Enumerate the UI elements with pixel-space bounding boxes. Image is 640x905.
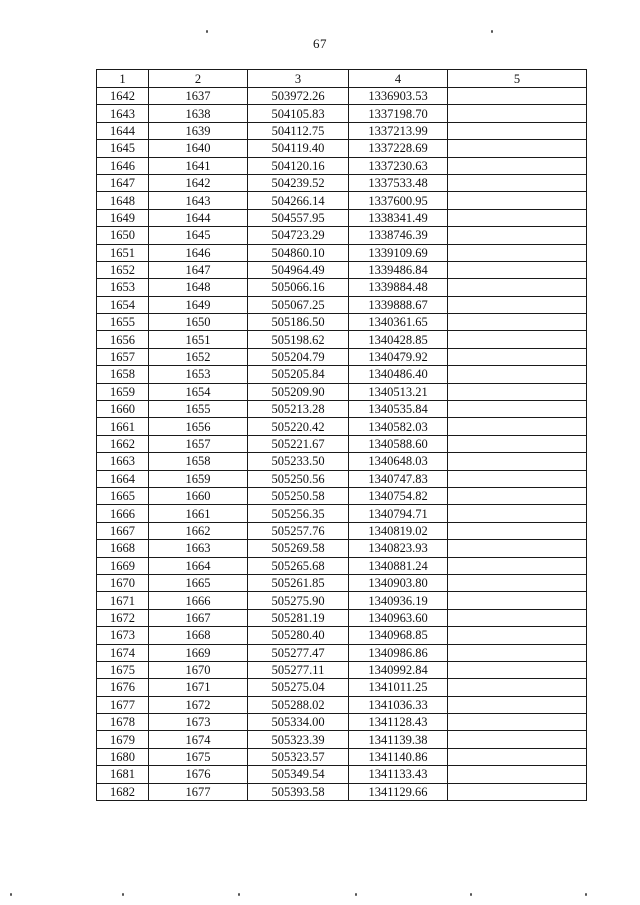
table-cell-col-1: 1646 <box>97 157 149 174</box>
table-cell-col-2: 1648 <box>149 279 248 296</box>
table-cell-col-3: 505275.04 <box>248 679 349 696</box>
table-cell-col-5 <box>448 609 587 626</box>
table-cell-col-2: 1655 <box>149 401 248 418</box>
table-cell-col-1: 1653 <box>97 279 149 296</box>
table-cell-col-5 <box>448 696 587 713</box>
table-cell-col-2: 1664 <box>149 557 248 574</box>
table-cell-col-3: 505275.90 <box>248 592 349 609</box>
table-cell-col-4: 1339884.48 <box>349 279 448 296</box>
table-cell-col-2: 1676 <box>149 766 248 783</box>
table-cell-col-5 <box>448 627 587 644</box>
table-cell-col-5 <box>448 244 587 261</box>
table-cell-col-3: 504964.49 <box>248 261 349 278</box>
table-cell-col-3: 505280.40 <box>248 627 349 644</box>
table-cell-col-5 <box>448 714 587 731</box>
table-cell-col-1: 1682 <box>97 783 149 800</box>
table-row <box>97 209 587 226</box>
table-cell-col-3: 505277.11 <box>248 661 349 678</box>
table-cell-col-4: 1340754.82 <box>349 487 448 504</box>
table-cell-col-3: 505257.76 <box>248 522 349 539</box>
table-cell-col-4: 1338341.49 <box>349 209 448 226</box>
table-cell-col-1: 1677 <box>97 696 149 713</box>
table-cell-col-2: 1637 <box>149 88 248 105</box>
table-cell-col-1: 1671 <box>97 592 149 609</box>
table-cell-col-4: 1340648.03 <box>349 453 448 470</box>
scan-speck <box>470 893 472 896</box>
table-cell-col-5 <box>448 731 587 748</box>
table-cell-col-2: 1659 <box>149 470 248 487</box>
scan-speck <box>355 893 357 896</box>
table-row <box>97 383 587 400</box>
table-cell-col-1: 1648 <box>97 192 149 209</box>
table-cell-col-1: 1647 <box>97 174 149 191</box>
table-cell-col-4: 1336903.53 <box>349 88 448 105</box>
table-row <box>97 453 587 470</box>
table-cell-col-2: 1672 <box>149 696 248 713</box>
table-cell-col-3: 505204.79 <box>248 348 349 365</box>
table-cell-col-1: 1651 <box>97 244 149 261</box>
table-cell-col-3: 505067.25 <box>248 296 349 313</box>
table-cell-col-3: 505281.19 <box>248 609 349 626</box>
table-cell-col-4: 1337533.48 <box>349 174 448 191</box>
table-cell-col-3: 505288.02 <box>248 696 349 713</box>
table-cell-col-4: 1340819.02 <box>349 522 448 539</box>
table-cell-col-5 <box>448 487 587 504</box>
table-cell-col-4: 1340963.60 <box>349 609 448 626</box>
table-cell-col-3: 505233.50 <box>248 453 349 470</box>
table-cell-col-4: 1340582.03 <box>349 418 448 435</box>
table-cell-col-1: 1658 <box>97 366 149 383</box>
table-cell-col-2: 1644 <box>149 209 248 226</box>
table-cell-col-3: 504120.16 <box>248 157 349 174</box>
table-cell-col-3: 504266.14 <box>248 192 349 209</box>
table-cell-col-5 <box>448 296 587 313</box>
column-header-5: 5 <box>448 70 587 88</box>
table-row <box>97 714 587 731</box>
table-cell-col-5 <box>448 748 587 765</box>
table-row <box>97 435 587 452</box>
scan-speck <box>238 893 240 896</box>
table-cell-col-5 <box>448 453 587 470</box>
table-cell-col-1: 1678 <box>97 714 149 731</box>
table-cell-col-4: 1340486.40 <box>349 366 448 383</box>
table-cell-col-3: 504112.75 <box>248 122 349 139</box>
table-cell-col-1: 1664 <box>97 470 149 487</box>
table-cell-col-4: 1340513.21 <box>349 383 448 400</box>
table-cell-col-5 <box>448 122 587 139</box>
table-cell-col-1: 1663 <box>97 453 149 470</box>
scan-speck <box>122 893 124 896</box>
table-cell-col-2: 1645 <box>149 227 248 244</box>
table-cell-col-3: 503972.26 <box>248 88 349 105</box>
table-row <box>97 296 587 313</box>
table-cell-col-3: 504860.10 <box>248 244 349 261</box>
table-cell-col-3: 504105.83 <box>248 105 349 122</box>
table-cell-col-5 <box>448 331 587 348</box>
table-header <box>97 70 587 88</box>
table-cell-col-1: 1649 <box>97 209 149 226</box>
table-row <box>97 244 587 261</box>
table-cell-col-2: 1666 <box>149 592 248 609</box>
table-cell-col-1: 1669 <box>97 557 149 574</box>
table-cell-col-2: 1652 <box>149 348 248 365</box>
table-row <box>97 661 587 678</box>
table-row <box>97 418 587 435</box>
table-cell-col-3: 505250.58 <box>248 487 349 504</box>
table-cell-col-1: 1642 <box>97 88 149 105</box>
column-header-4: 4 <box>349 70 448 88</box>
table-cell-col-2: 1657 <box>149 435 248 452</box>
table-cell-col-4: 1338746.39 <box>349 227 448 244</box>
table-row <box>97 279 587 296</box>
table-cell-col-3: 504119.40 <box>248 140 349 157</box>
table-cell-col-2: 1668 <box>149 627 248 644</box>
table-cell-col-4: 1340968.85 <box>349 627 448 644</box>
table-cell-col-5 <box>448 140 587 157</box>
table-cell-col-1: 1643 <box>97 105 149 122</box>
table-cell-col-5 <box>448 522 587 539</box>
table-row <box>97 261 587 278</box>
table-row <box>97 592 587 609</box>
table-cell-col-2: 1660 <box>149 487 248 504</box>
table-cell-col-4: 1341036.33 <box>349 696 448 713</box>
table-cell-col-1: 1662 <box>97 435 149 452</box>
table-cell-col-4: 1340588.60 <box>349 435 448 452</box>
table-cell-col-5 <box>448 174 587 191</box>
table-cell-col-3: 505066.16 <box>248 279 349 296</box>
table-row <box>97 644 587 661</box>
table-cell-col-4: 1340823.93 <box>349 540 448 557</box>
table-cell-col-3: 505323.39 <box>248 731 349 748</box>
table-cell-col-3: 505269.58 <box>248 540 349 557</box>
table-cell-col-3: 505323.57 <box>248 748 349 765</box>
table-cell-col-1: 1673 <box>97 627 149 644</box>
table-cell-col-4: 1341139.38 <box>349 731 448 748</box>
table-cell-col-5 <box>448 661 587 678</box>
table-cell-col-2: 1661 <box>149 505 248 522</box>
table-cell-col-4: 1340936.19 <box>349 592 448 609</box>
table-cell-col-1: 1650 <box>97 227 149 244</box>
table-cell-col-2: 1670 <box>149 661 248 678</box>
table-row <box>97 679 587 696</box>
table-cell-col-4: 1339888.67 <box>349 296 448 313</box>
table-cell-col-4: 1337228.69 <box>349 140 448 157</box>
scan-speck <box>206 30 208 33</box>
table-cell-col-1: 1681 <box>97 766 149 783</box>
table-cell-col-1: 1680 <box>97 748 149 765</box>
table-row <box>97 401 587 418</box>
table-cell-col-2: 1653 <box>149 366 248 383</box>
table-cell-col-2: 1673 <box>149 714 248 731</box>
table-cell-col-2: 1658 <box>149 453 248 470</box>
table-cell-col-5 <box>448 157 587 174</box>
table-row <box>97 227 587 244</box>
table-cell-col-1: 1654 <box>97 296 149 313</box>
table-cell-col-2: 1675 <box>149 748 248 765</box>
table-cell-col-5 <box>448 279 587 296</box>
table-cell-col-2: 1674 <box>149 731 248 748</box>
table-cell-col-5 <box>448 88 587 105</box>
table-cell-col-4: 1340428.85 <box>349 331 448 348</box>
table-row <box>97 783 587 800</box>
table-cell-col-2: 1641 <box>149 157 248 174</box>
table-cell-col-2: 1638 <box>149 105 248 122</box>
table-cell-col-1: 1657 <box>97 348 149 365</box>
table-cell-col-1: 1645 <box>97 140 149 157</box>
table-cell-col-3: 505221.67 <box>248 435 349 452</box>
table-row <box>97 731 587 748</box>
table-cell-col-4: 1339486.84 <box>349 261 448 278</box>
table-cell-col-2: 1663 <box>149 540 248 557</box>
table-cell-col-2: 1671 <box>149 679 248 696</box>
table-cell-col-4: 1340986.86 <box>349 644 448 661</box>
table-cell-col-1: 1652 <box>97 261 149 278</box>
table-row <box>97 314 587 331</box>
table-cell-col-4: 1341140.86 <box>349 748 448 765</box>
table-cell-col-1: 1655 <box>97 314 149 331</box>
table-cell-col-1: 1670 <box>97 574 149 591</box>
table-row <box>97 140 587 157</box>
table-row <box>97 609 587 626</box>
table-cell-col-4: 1337230.63 <box>349 157 448 174</box>
table-cell-col-2: 1662 <box>149 522 248 539</box>
table-cell-col-4: 1340794.71 <box>349 505 448 522</box>
table-cell-col-5 <box>448 227 587 244</box>
table-cell-col-3: 505213.28 <box>248 401 349 418</box>
table-cell-col-5 <box>448 261 587 278</box>
table-cell-col-5 <box>448 401 587 418</box>
table-cell-col-1: 1676 <box>97 679 149 696</box>
table-cell-col-4: 1337600.95 <box>349 192 448 209</box>
table-cell-col-3: 505256.35 <box>248 505 349 522</box>
table-cell-col-3: 505261.85 <box>248 574 349 591</box>
scan-speck <box>491 30 493 33</box>
table-row <box>97 487 587 504</box>
table-cell-col-3: 505265.68 <box>248 557 349 574</box>
table-cell-col-1: 1675 <box>97 661 149 678</box>
table-cell-col-5 <box>448 540 587 557</box>
table-cell-col-4: 1341129.66 <box>349 783 448 800</box>
table-cell-col-5 <box>448 366 587 383</box>
table-cell-col-4: 1340747.83 <box>349 470 448 487</box>
table-cell-col-5 <box>448 192 587 209</box>
table-cell-col-2: 1677 <box>149 783 248 800</box>
table-cell-col-4: 1340992.84 <box>349 661 448 678</box>
table-cell-col-5 <box>448 418 587 435</box>
table-cell-col-5 <box>448 679 587 696</box>
table-cell-col-4: 1337213.99 <box>349 122 448 139</box>
table-cell-col-4: 1337198.70 <box>349 105 448 122</box>
column-header-3: 3 <box>248 70 349 88</box>
table-cell-col-4: 1341011.25 <box>349 679 448 696</box>
scan-speck <box>10 893 12 896</box>
table-cell-col-5 <box>448 470 587 487</box>
table-cell-col-2: 1656 <box>149 418 248 435</box>
table-cell-col-2: 1643 <box>149 192 248 209</box>
table-row <box>97 574 587 591</box>
table-row <box>97 192 587 209</box>
table-cell-col-1: 1659 <box>97 383 149 400</box>
table-cell-col-1: 1661 <box>97 418 149 435</box>
table-row <box>97 105 587 122</box>
table-cell-col-2: 1651 <box>149 331 248 348</box>
table-cell-col-4: 1340903.80 <box>349 574 448 591</box>
table-cell-col-4: 1341133.43 <box>349 766 448 783</box>
table-cell-col-1: 1656 <box>97 331 149 348</box>
table-cell-col-5 <box>448 505 587 522</box>
header-row <box>97 70 587 88</box>
column-header-1: 1 <box>97 70 149 88</box>
table-row <box>97 540 587 557</box>
table-row <box>97 157 587 174</box>
table-row <box>97 557 587 574</box>
table-cell-col-5 <box>448 557 587 574</box>
table-row <box>97 627 587 644</box>
table-cell-col-3: 505209.90 <box>248 383 349 400</box>
page-number: 67 <box>313 36 327 51</box>
table-cell-col-1: 1666 <box>97 505 149 522</box>
table-cell-col-5 <box>448 644 587 661</box>
table-row <box>97 766 587 783</box>
table-cell-col-2: 1646 <box>149 244 248 261</box>
table-cell-col-1: 1667 <box>97 522 149 539</box>
table-cell-col-2: 1642 <box>149 174 248 191</box>
table-row <box>97 522 587 539</box>
table-cell-col-1: 1660 <box>97 401 149 418</box>
table-cell-col-3: 505250.56 <box>248 470 349 487</box>
table-cell-col-3: 505393.58 <box>248 783 349 800</box>
table-cell-col-3: 505277.47 <box>248 644 349 661</box>
table-row <box>97 174 587 191</box>
table-cell-col-2: 1669 <box>149 644 248 661</box>
table-cell-col-2: 1649 <box>149 296 248 313</box>
table-cell-col-5 <box>448 314 587 331</box>
table-cell-col-5 <box>448 783 587 800</box>
table-cell-col-3: 505198.62 <box>248 331 349 348</box>
table-cell-col-4: 1340479.92 <box>349 348 448 365</box>
table-cell-col-1: 1668 <box>97 540 149 557</box>
table-cell-col-3: 505334.00 <box>248 714 349 731</box>
table-row <box>97 331 587 348</box>
table-row <box>97 366 587 383</box>
table-cell-col-1: 1679 <box>97 731 149 748</box>
table-cell-col-4: 1341128.43 <box>349 714 448 731</box>
table-row <box>97 696 587 713</box>
table-cell-col-1: 1674 <box>97 644 149 661</box>
table-row <box>97 470 587 487</box>
scan-speck <box>585 893 587 896</box>
table-cell-col-5 <box>448 348 587 365</box>
table-cell-col-3: 505186.50 <box>248 314 349 331</box>
column-header-2: 2 <box>149 70 248 88</box>
table-cell-col-2: 1667 <box>149 609 248 626</box>
table-cell-col-3: 505205.84 <box>248 366 349 383</box>
table-row <box>97 348 587 365</box>
table-cell-col-5 <box>448 574 587 591</box>
table-cell-col-3: 505220.42 <box>248 418 349 435</box>
table-cell-col-3: 505349.54 <box>248 766 349 783</box>
table-cell-col-3: 504723.29 <box>248 227 349 244</box>
table-cell-col-4: 1340881.24 <box>349 557 448 574</box>
table-cell-col-1: 1672 <box>97 609 149 626</box>
table-cell-col-1: 1665 <box>97 487 149 504</box>
table-cell-col-2: 1650 <box>149 314 248 331</box>
table-cell-col-5 <box>448 592 587 609</box>
table-cell-col-2: 1654 <box>149 383 248 400</box>
table-cell-col-2: 1640 <box>149 140 248 157</box>
table-cell-col-3: 504557.95 <box>248 209 349 226</box>
table-cell-col-5 <box>448 383 587 400</box>
table-row <box>97 122 587 139</box>
table-cell-col-2: 1647 <box>149 261 248 278</box>
table-cell-col-4: 1340361.65 <box>349 314 448 331</box>
table-cell-col-4: 1339109.69 <box>349 244 448 261</box>
table-body <box>97 88 587 801</box>
table-cell-col-2: 1665 <box>149 574 248 591</box>
table-cell-col-2: 1639 <box>149 122 248 139</box>
table-cell-col-3: 504239.52 <box>248 174 349 191</box>
table-row <box>97 748 587 765</box>
coordinates-table <box>96 69 587 801</box>
table-cell-col-5 <box>448 435 587 452</box>
table-row <box>97 88 587 105</box>
table-cell-col-5 <box>448 105 587 122</box>
table-cell-col-1: 1644 <box>97 122 149 139</box>
table-row <box>97 505 587 522</box>
table-cell-col-5 <box>448 209 587 226</box>
table-cell-col-5 <box>448 766 587 783</box>
table-cell-col-4: 1340535.84 <box>349 401 448 418</box>
